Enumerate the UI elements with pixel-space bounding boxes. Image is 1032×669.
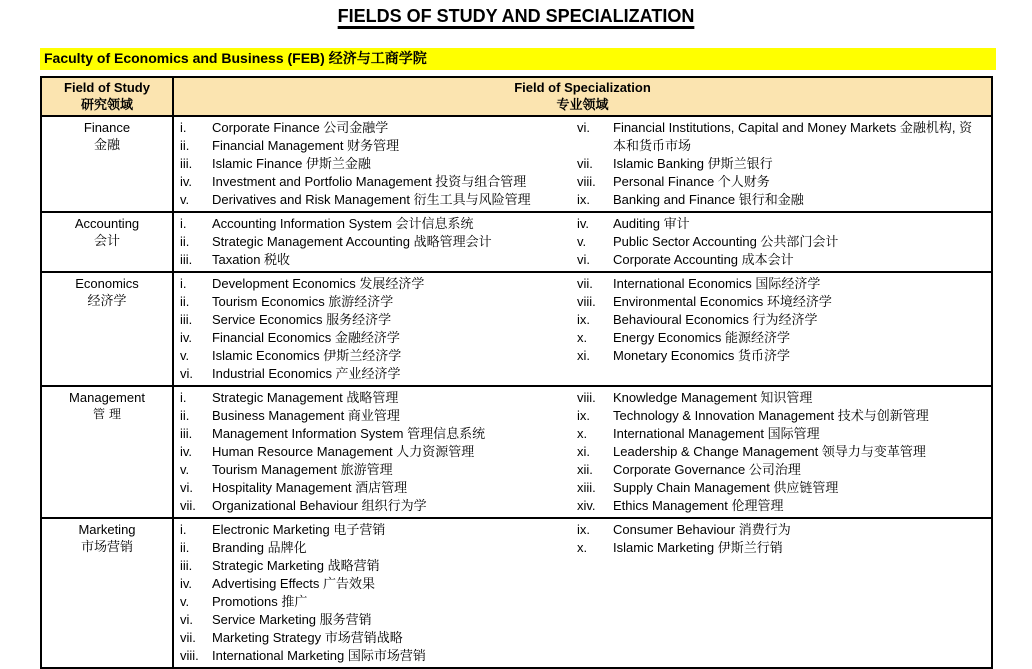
specialization-column-right xyxy=(577,389,991,515)
item-numeral: v. xyxy=(180,594,190,609)
specialization-column-left xyxy=(180,215,577,269)
item-numeral: viii. xyxy=(180,648,199,663)
field-of-study-zh: 市场营销 xyxy=(80,539,133,554)
table-body xyxy=(41,116,992,668)
field-of-study-cell xyxy=(41,116,173,212)
specialization-item xyxy=(180,251,577,269)
specialization-item xyxy=(180,557,577,575)
table-header xyxy=(41,77,992,116)
item-text: Behavioural Economics 行为经济学 xyxy=(613,312,818,327)
item-numeral: ix. xyxy=(577,408,590,423)
item-text: Environmental Economics 环境经济学 xyxy=(613,294,832,309)
specialization-item xyxy=(577,539,991,557)
field-of-specialization-header-en: Field of Specialization xyxy=(514,80,651,95)
item-text: Organizational Behaviour 组织行为学 xyxy=(212,498,427,513)
specialization-item xyxy=(180,155,577,173)
item-numeral: vi. xyxy=(180,480,193,495)
specialization-item xyxy=(577,233,991,251)
specialization-item xyxy=(577,461,991,479)
item-numeral: iii. xyxy=(180,558,193,573)
item-text: Energy Economics 能源经济学 xyxy=(613,330,790,345)
item-numeral: iii. xyxy=(180,252,193,267)
specialization-item xyxy=(180,389,577,407)
item-numeral: xi. xyxy=(577,348,590,363)
specialization-item xyxy=(180,629,577,647)
item-text: Management Information System 管理信息系统 xyxy=(212,426,486,441)
item-numeral: i. xyxy=(180,216,187,231)
field-of-study-zh: 经济学 xyxy=(87,293,127,308)
item-text: Branding 品牌化 xyxy=(212,540,307,555)
item-numeral: ix. xyxy=(577,312,590,327)
specialization-cell xyxy=(173,116,992,212)
item-numeral: vi. xyxy=(180,612,193,627)
item-numeral: xii. xyxy=(577,462,593,477)
item-numeral: vii. xyxy=(577,156,593,171)
item-text: Electronic Marketing 电子营销 xyxy=(212,522,386,537)
specialization-item xyxy=(577,497,991,515)
specialization-item xyxy=(180,539,577,557)
item-text: Hospitality Management 酒店管理 xyxy=(212,480,408,495)
item-text: Islamic Finance 伊斯兰金融 xyxy=(212,156,371,171)
page-title xyxy=(0,6,1032,27)
specialization-cell xyxy=(173,272,992,386)
specialization-item xyxy=(180,329,577,347)
specialization-item xyxy=(180,191,577,209)
specialization-item xyxy=(180,173,577,191)
item-text: Human Resource Management 人力资源管理 xyxy=(212,444,475,459)
item-numeral: v. xyxy=(180,462,190,477)
specialization-column-left xyxy=(180,119,577,209)
item-numeral: i. xyxy=(180,276,187,291)
item-text: Technology & Innovation Management 技术与创新管理 xyxy=(613,408,929,423)
field-of-study-cell xyxy=(41,386,173,518)
specialization-item xyxy=(577,389,991,407)
item-numeral: ii. xyxy=(180,540,190,555)
item-text: International Marketing 国际市场营销 xyxy=(212,648,426,663)
field-of-study-en: Management xyxy=(69,390,145,405)
item-numeral: vi. xyxy=(180,366,193,381)
specialization-item xyxy=(577,191,991,209)
item-text: Ethics Management 伦理管理 xyxy=(613,498,784,513)
specialization-item xyxy=(180,275,577,293)
item-text: Development Economics 发展经济学 xyxy=(212,276,425,291)
specialization-columns xyxy=(180,215,991,269)
item-numeral: vii. xyxy=(180,630,196,645)
item-numeral: vi. xyxy=(577,252,590,267)
item-numeral: i. xyxy=(180,390,187,405)
item-numeral: vii. xyxy=(577,276,593,291)
item-text: Investment and Portfolio Management 投资与组合管理 xyxy=(212,174,527,189)
page-title-text: FIELDS OF STUDY AND SPECIALIZATION xyxy=(337,6,695,26)
item-numeral: ii. xyxy=(180,294,190,309)
item-numeral: v. xyxy=(577,234,587,249)
specialization-column-right xyxy=(577,521,991,557)
specialization-column-left xyxy=(180,275,577,383)
item-numeral: iv. xyxy=(577,216,590,231)
item-numeral: xiv. xyxy=(577,498,596,513)
item-numeral: ix. xyxy=(577,522,590,537)
specialization-item xyxy=(577,251,991,269)
field-of-study-zh: 金融 xyxy=(93,137,120,152)
specialization-columns xyxy=(180,521,991,665)
item-numeral: viii. xyxy=(577,294,596,309)
specialization-item xyxy=(180,293,577,311)
specialization-item xyxy=(577,119,991,155)
item-text: Consumer Behaviour 消费行为 xyxy=(613,522,791,537)
field-of-study-en: Finance xyxy=(83,120,131,135)
item-numeral: iv. xyxy=(180,444,193,459)
item-text: Promotions 推广 xyxy=(212,594,308,609)
item-text: Islamic Banking 伊斯兰银行 xyxy=(613,156,773,171)
specialization-item xyxy=(180,233,577,251)
item-text: Service Marketing 服务营销 xyxy=(212,612,372,627)
item-numeral: vii. xyxy=(180,498,196,513)
item-numeral: i. xyxy=(180,522,187,537)
item-text: Islamic Economics 伊斯兰经济学 xyxy=(212,348,402,363)
item-numeral: viii. xyxy=(577,390,596,405)
item-numeral: x. xyxy=(577,426,588,441)
item-numeral: iii. xyxy=(180,312,193,327)
item-text: Personal Finance 个人财务 xyxy=(613,174,770,189)
specialization-column-left xyxy=(180,389,577,515)
item-numeral: v. xyxy=(180,348,190,363)
field-of-study-cell xyxy=(41,272,173,386)
specialization-column-right xyxy=(577,119,991,209)
item-text: Leadership & Change Management 领导力与变革管理 xyxy=(613,444,926,459)
specialization-item xyxy=(577,155,991,173)
field-of-study-header-zh: 研究领域 xyxy=(80,97,133,112)
specialization-item xyxy=(180,611,577,629)
table-row xyxy=(41,386,992,518)
item-numeral: vi. xyxy=(577,120,590,135)
specialization-item xyxy=(577,293,991,311)
item-text: Strategic Marketing 战略营销 xyxy=(212,558,380,573)
field-of-study-en: Economics xyxy=(75,276,139,291)
item-text: Supply Chain Management 供应链管理 xyxy=(613,480,839,495)
specialization-item xyxy=(180,215,577,233)
item-text: Strategic Management Accounting 战略管理会计 xyxy=(212,234,492,249)
specialization-column-right xyxy=(577,215,991,269)
item-numeral: iii. xyxy=(180,156,193,171)
item-text: Islamic Marketing 伊斯兰行销 xyxy=(613,540,783,555)
specialization-item xyxy=(180,497,577,515)
specialization-item xyxy=(577,275,991,293)
field-of-study-header-en: Field of Study xyxy=(64,80,150,95)
specialization-item xyxy=(180,575,577,593)
item-numeral: xiii. xyxy=(577,480,596,495)
field-of-study-cell xyxy=(41,518,173,668)
item-text: Service Economics 服务经济学 xyxy=(212,312,392,327)
item-text: Tourism Economics 旅游经济学 xyxy=(212,294,394,309)
specialization-item xyxy=(180,407,577,425)
item-text: Corporate Finance 公司金融学 xyxy=(212,120,389,135)
item-text: Derivatives and Risk Management 衍生工具与风险管理 xyxy=(212,192,531,207)
specialization-column-right xyxy=(577,275,991,365)
field-of-study-cell xyxy=(41,212,173,272)
item-text: Marketing Strategy 市场营销战略 xyxy=(212,630,403,645)
specialization-item xyxy=(577,479,991,497)
specialization-columns xyxy=(180,275,991,383)
specialization-item xyxy=(577,347,991,365)
item-numeral: ii. xyxy=(180,408,190,423)
specialization-item xyxy=(180,521,577,539)
specialization-item xyxy=(577,173,991,191)
item-text: Banking and Finance 银行和金融 xyxy=(613,192,804,207)
item-text: International Management 国际管理 xyxy=(613,426,820,441)
item-text: Taxation 税收 xyxy=(212,252,291,267)
specialization-item xyxy=(577,215,991,233)
table-row xyxy=(41,116,992,212)
specialization-item xyxy=(577,329,991,347)
fields-table xyxy=(40,76,993,669)
item-text: Auditing 审计 xyxy=(613,216,690,231)
item-text: Monetary Economics 货币济学 xyxy=(613,348,790,363)
specialization-item xyxy=(180,461,577,479)
field-of-study-zh: 会计 xyxy=(93,233,120,248)
specialization-cell xyxy=(173,386,992,518)
specialization-item xyxy=(180,347,577,365)
specialization-item xyxy=(180,443,577,461)
item-numeral: viii. xyxy=(577,174,596,189)
item-numeral: iv. xyxy=(180,174,193,189)
item-text: Financial Management 财务管理 xyxy=(212,138,400,153)
item-text: Knowledge Management 知识管理 xyxy=(613,390,813,405)
specialization-item xyxy=(180,425,577,443)
specialization-item xyxy=(180,647,577,665)
specialization-item xyxy=(180,119,577,137)
table-row xyxy=(41,518,992,668)
specialization-item xyxy=(577,311,991,329)
item-numeral: iii. xyxy=(180,426,193,441)
specialization-item xyxy=(577,521,991,539)
specialization-item xyxy=(180,311,577,329)
field-of-specialization-header-zh: 专业领域 xyxy=(556,97,609,112)
item-text: Financial Institutions, Capital and Money Markets 金融机构, 资本和货币市场 xyxy=(613,120,973,153)
item-numeral: v. xyxy=(180,192,190,207)
specialization-item xyxy=(180,365,577,383)
header-row xyxy=(41,77,992,116)
specialization-item xyxy=(180,593,577,611)
specialization-columns xyxy=(180,119,991,209)
item-text: Financial Economics 金融经济学 xyxy=(212,330,400,345)
item-numeral: iv. xyxy=(180,330,193,345)
specialization-item xyxy=(577,425,991,443)
field-of-study-en: Accounting xyxy=(74,216,140,231)
item-numeral: i. xyxy=(180,120,187,135)
item-text: International Economics 国际经济学 xyxy=(613,276,821,291)
item-text: Advertising Effects 广告效果 xyxy=(212,576,376,591)
specialization-cell xyxy=(173,212,992,272)
table-row xyxy=(41,212,992,272)
item-text: Corporate Governance 公司治理 xyxy=(613,462,801,477)
item-numeral: x. xyxy=(577,540,588,555)
item-numeral: x. xyxy=(577,330,588,345)
specialization-column-left xyxy=(180,521,577,665)
field-of-study-zh: 管理 xyxy=(92,407,125,421)
specialization-item xyxy=(180,479,577,497)
specialization-columns xyxy=(180,389,991,515)
item-numeral: ii. xyxy=(180,138,190,153)
item-numeral: iv. xyxy=(180,576,193,591)
field-of-study-header xyxy=(41,77,173,116)
item-text: Business Management 商业管理 xyxy=(212,408,400,423)
field-of-study-en: Marketing xyxy=(78,522,136,537)
item-text: Tourism Management 旅游管理 xyxy=(212,462,393,477)
item-numeral: ix. xyxy=(577,192,590,207)
item-text: Accounting Information System 会计信息系统 xyxy=(212,216,474,231)
specialization-item xyxy=(577,443,991,461)
item-text: Public Sector Accounting 公共部门会计 xyxy=(613,234,839,249)
item-text: Corporate Accounting 成本会计 xyxy=(613,252,794,267)
specialization-item xyxy=(180,137,577,155)
item-text: Industrial Economics 产业经济学 xyxy=(212,366,401,381)
field-of-specialization-header xyxy=(173,77,992,116)
faculty-banner: Faculty of Economics and Business (FEB) 经济与工商学院 xyxy=(40,48,996,70)
table-row xyxy=(41,272,992,386)
item-numeral: xi. xyxy=(577,444,590,459)
specialization-item xyxy=(577,407,991,425)
item-text: Strategic Management 战略管理 xyxy=(212,390,399,405)
item-numeral: ii. xyxy=(180,234,190,249)
specialization-cell xyxy=(173,518,992,668)
